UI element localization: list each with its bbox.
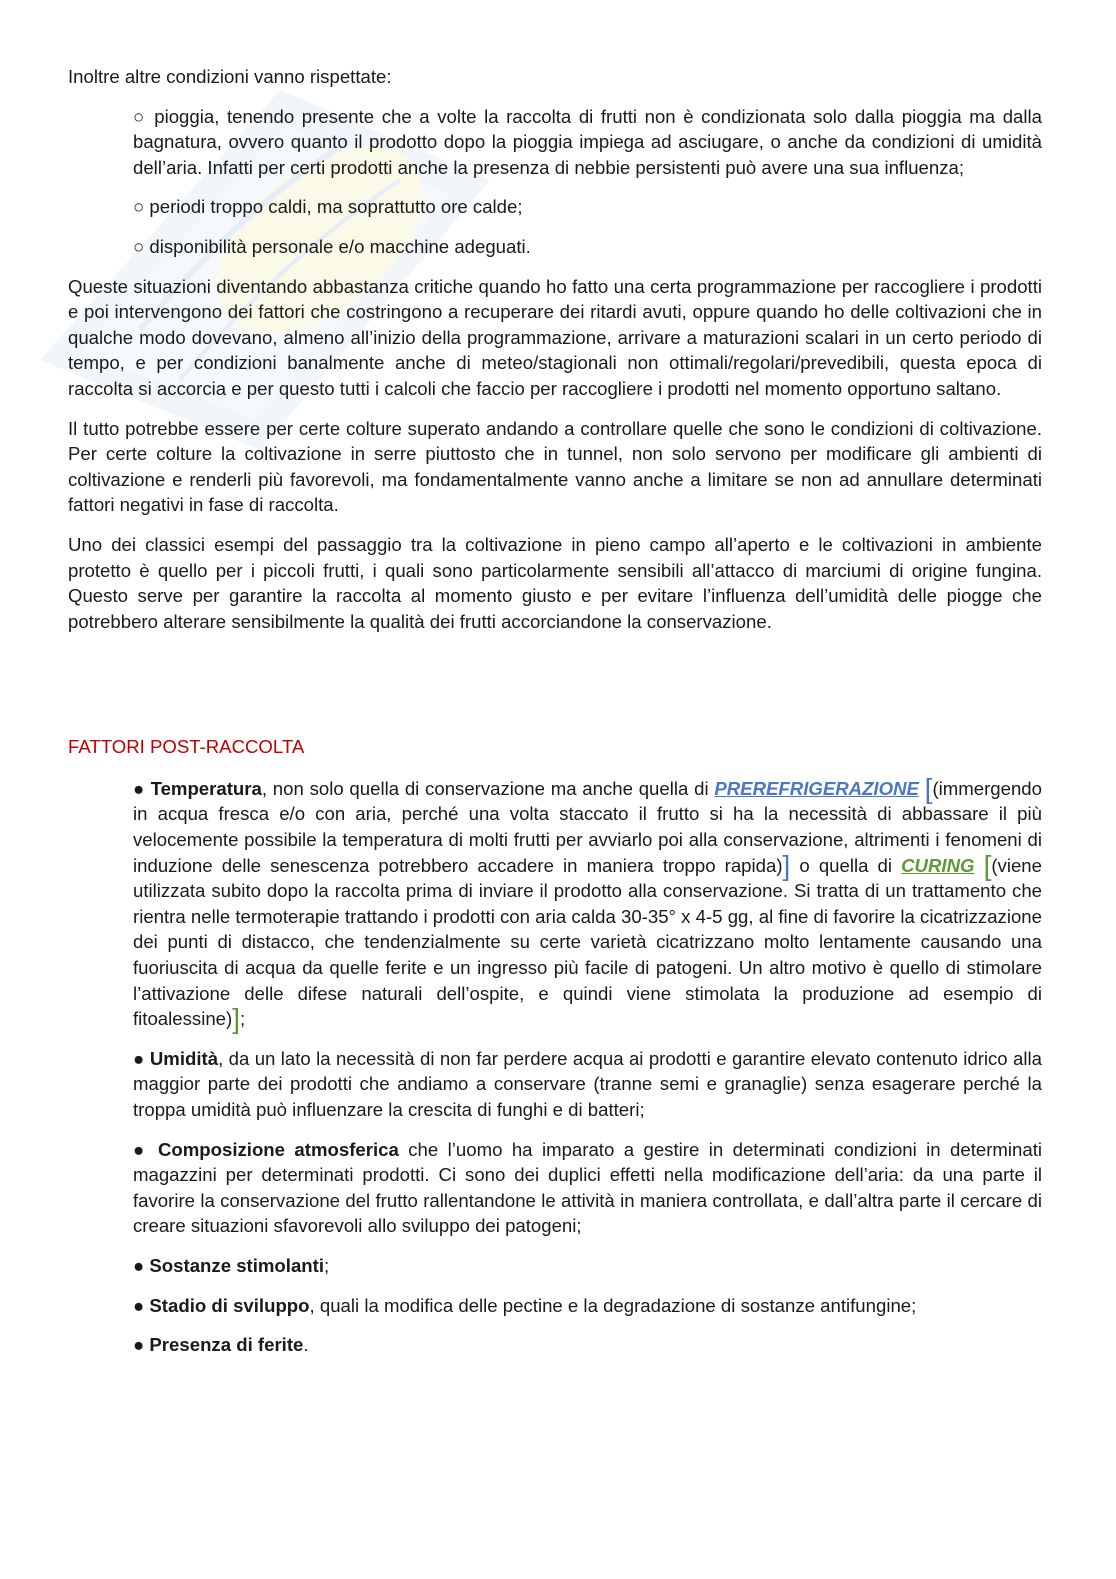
- condition-staff: ○ disponibilità personale e/o macchine adeguati.: [133, 235, 531, 257]
- bullet: ●: [133, 1334, 145, 1356]
- factor-term: Stadio di sviluppo: [149, 1294, 310, 1316]
- factor-term: Presenza di ferite: [149, 1334, 304, 1356]
- factor-text: , da un lato la necessità di non far perdere acqua ai prodotti e garantire elevato contenuto idrico alla maggior parte dei prodotti che andiamo a conservare (tranne semi e granaglie) senza esagerare perché la troppa umidità può influenzare la crescita di funghi e di batteri;: [133, 1047, 1042, 1120]
- factor-text: (viene utilizzata subito dopo la raccolta prima di inviare il prodotto alla conservazione. Si tratta di un trattamento che rientra nelle termoterapie trattando i prodotti con aria calda 30-35° x 4-5 gg, al fine di favorire la cicatrizzazione dei punti di distacco, che tendenzialmente su certe varietà cicatrizzano molto lentamente causando una fuoriuscita di acqua da quelle ferite e un ingresso più facile di patogeni. Un altro motivo è quello di stimolare l’attivazione delle difese naturali dell’ospite, e quindi viene stimolata la produzione ad esempio di fitoalessine): [133, 854, 1042, 1030]
- factor-umidita: [133, 1046, 1042, 1123]
- bullet: ●: [133, 1254, 145, 1276]
- bullet: ●: [133, 1138, 149, 1160]
- bracket-open: [: [924, 772, 933, 804]
- bracket-close: ]: [232, 1003, 240, 1035]
- document-page: [68, 64, 1042, 1372]
- factor-term: Temperatura: [150, 777, 262, 799]
- keyword-curing: CURING: [901, 854, 975, 876]
- factor-text: , quali la modifica delle pectine e la degradazione di sostanze antifungine;: [309, 1294, 917, 1316]
- factor-term: Umidità: [149, 1047, 219, 1069]
- factor-composizione-atmosferica: [133, 1137, 1042, 1239]
- bracket-open: [: [983, 849, 992, 881]
- factor-presenza-di-ferite: [133, 1332, 1042, 1358]
- bullet: ●: [133, 777, 145, 799]
- section-title: FATTORI POST-RACCOLTA: [68, 736, 305, 758]
- factor-text: .: [303, 1334, 309, 1356]
- factor-term: Composizione atmosferica: [157, 1138, 399, 1160]
- factor-sostanze-stimolanti: [133, 1253, 1042, 1279]
- factor-temperatura: [133, 772, 1042, 1035]
- factor-text: che l’uomo ha imparato a gestire in determinati condizioni in determinati magazzini per determinati prodotti. Ci sono dei duplici effetti nella modificazione dell’aria: da una parte il favorire la conservazione del frutto rallentandone le attività in maniera controllata, e dall’altra parte il cercare di creare situazioni sfavorevoli allo sviluppo dei patogeni;: [133, 1138, 1043, 1237]
- factor-stadio-di-sviluppo: [133, 1293, 1042, 1319]
- condition-rain: ○ pioggia, tenendo presente che a volte la raccolta di frutti non è condizionata solo dalla pioggia ma dalla bagnatura, ovvero quanto il prodotto dopo la pioggia impiega ad asciugare, o anche da condizioni di umidità dell’aria. Infatti per certi prodotti anche la presenza di nebbie persistenti può avere una sua influenza;: [133, 105, 1042, 178]
- factor-text: (immergendo in acqua fresca e/o con aria, perché una volta staccato il frutto si ha la necessità di abbassare il più velocemente possibile la temperatura di molti frutti per avviarlo poi alla conservazione, altrimenti i fenomeni di induzione delle senescenza potrebbero accadere in maniera troppo rapida): [133, 777, 1042, 876]
- paragraph-cultivation-conditions: Il tutto potrebbe essere per certe colture superato andando a controllare quelle che sono le condizioni di coltivazione. Per certe colture la coltivazione in serre piuttosto che in tunnel, non solo servono per modificare gli ambienti di coltivazione e renderli più favorevoli, ma fondamentalmente vanno anche a limitare se non ad annullare determinati fattori negativi in fase di raccolta.: [68, 417, 1042, 516]
- bracket-close: ]: [782, 849, 791, 881]
- factor-term: Sostanze stimolanti: [149, 1254, 325, 1276]
- keyword-prerefrigerazione: PREREFRIGERAZIONE: [714, 777, 919, 799]
- factor-text: , non solo quella di conservazione ma anche quella di: [261, 777, 715, 799]
- factor-text: ;: [324, 1254, 330, 1276]
- intro-text: Inoltre altre condizioni vanno rispettate:: [68, 66, 392, 87]
- bullet: ●: [133, 1047, 145, 1069]
- paragraph-small-fruits: Uno dei classici esempi del passaggio tra la coltivazione in pieno campo all’aperto e le coltivazioni in ambiente protetto è quello per i piccoli frutti, i quali sono particolarmente sensibili all’attacco di marciumi di origine fungina. Questo serve per garantire la raccolta al momento giusto e per evitare l’influenza dell’umidità delle piogge che potrebbero alterare sensibilmente la qualità dei frutti accorciandone la conservazione.: [68, 533, 1042, 632]
- condition-heat: ○ periodi troppo caldi, ma soprattutto ore calde;: [133, 196, 523, 218]
- factor-text: ;: [240, 1008, 246, 1030]
- bullet: ●: [133, 1294, 145, 1316]
- paragraph-critical-situations: Queste situazioni diventando abbastanza critiche quando ho fatto una certa programmazione per raccogliere i prodotti e poi intervengono dei fattori che costringono a recuperare dei ritardi avuti, oppure quando ho delle coltivazioni che in qualche modo dovevano, almeno all’inizio della programmazione, arrivare a maturazioni scalari in un certo periodo di tempo, e per condizioni banalmente anche di meteo/stagionali non ottimali/regolari/prevedibili, questa epoca di raccolta si accorcia e per questo tutti i calcoli che faccio per raccogliere i prodotti nel momento opportuno saltano.: [68, 275, 1042, 399]
- factor-text: o quella di: [790, 854, 902, 876]
